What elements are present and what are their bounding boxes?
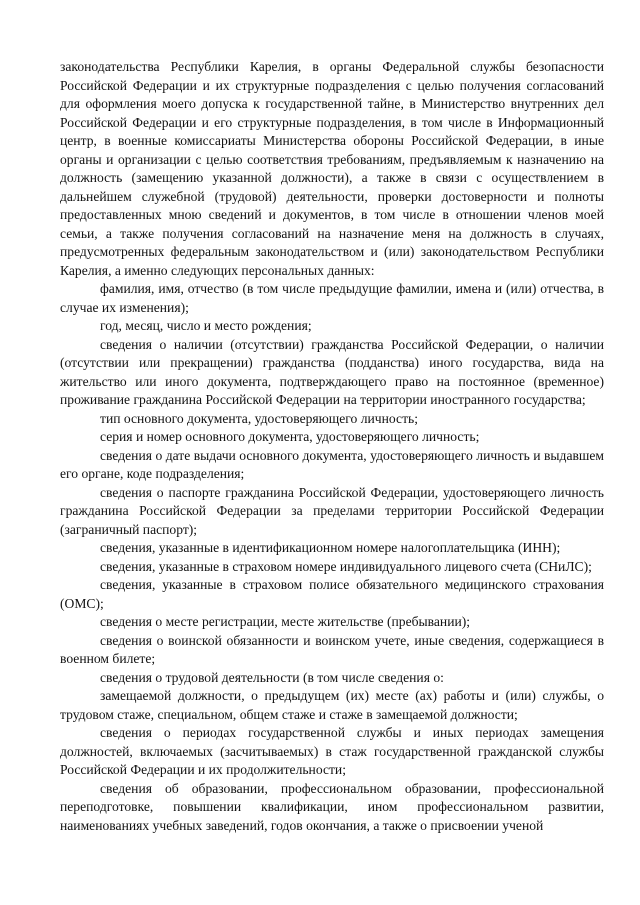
list-item-position: замещаемой должности, о предыдущем (их) месте (ах) работы и (или) службы, о трудовом стаже, специальном, общем стаже и стаже в замещаемой должности;: [60, 688, 604, 722]
list-item-education: сведения об образовании, профессиональном образовании, профессиональной переподготовке, повышении квалификации, ином профессиональном развитии, наименованиях учебных заведений, годов окончания, а также о присвоении ученой: [60, 780, 604, 833]
list-item-id-number: серия и номер основного документа, удостоверяющего личность;: [100, 429, 480, 444]
document-body: [60, 58, 604, 835]
list-item-residence: сведения о месте регистрации, месте жительстве (пребывании);: [100, 614, 471, 629]
list-item-oms: сведения, указанные в страховом полисе обязательного медицинского страхования (ОМС);: [60, 577, 604, 611]
list-item-id-type: тип основного документа, удостоверяющего личность;: [100, 410, 418, 426]
list-item-id-issue: сведения о дате выдачи основного документа, удостоверяющего личность и выдавшем его органе, коде подразделения;: [60, 447, 604, 481]
list-item-citizenship: сведения о наличии (отсутствии) гражданства Российской Федерации, о наличии (отсутствии или прекращении) гражданства (подданства) иного государства, вида на жительство или иного документа, подтверждающего право на постоянное (временное) проживание гражданина Российской Федерации на территории иностранного государства;: [60, 336, 604, 407]
list-item-service-periods: сведения о периодах государственной службы и иных периодах замещения должностей, включаемых (засчитываемых) в стаж государственной гражданской службы Российской Федерации и их продолжительности;: [60, 725, 604, 777]
list-item-snils: сведения, указанные в страховом номере индивидуального лицевого счета (СНиЛС);: [100, 558, 592, 574]
list-item-employment: сведения о трудовой деятельности (в том числе сведения о:: [100, 669, 444, 685]
list-item-birth: год, месяц, число и место рождения;: [100, 318, 312, 333]
list-item-inn: сведения, указанные в идентификационном номере налогоплательщика (ИНН);: [100, 540, 561, 555]
list-item-foreign-passport: сведения о паспорте гражданина Российской Федерации, удостоверяющего личность гражданина Российской Федерации за пределами территории Российской Федерации (заграничный паспорт);: [60, 484, 604, 537]
list-item-full-name: фамилия, имя, отчество (в том числе предыдущие фамилии, имена и (или) отчества, в случае их изменения);: [60, 281, 604, 315]
list-item-military: сведения о воинской обязанности и воинском учете, иные сведения, содержащиеся в военном билете;: [60, 632, 604, 666]
paragraph-intro: законодательства Республики Карелия, в органы Федеральной службы безопасности Российской Федерации и их структурные подразделения с целью получения согласований для оформления моего допуска к государственной тайне, в Министерство внутренних дел Российской Федерации и его структурные подразделения, в том числе в Информационный центр, в военные комиссариаты Министерства обороны Российской Федерации, в иные органы и организации с целью соответствия требованиям, предъявляемым к назначению на должность (замещению указанной должности), а также в связи с осуществлением в дальнейшем служебной (трудовой) деятельности, проверки достоверности и полноты предоставленных мною сведений и документов, в том числе в отношении членов моей семьи, а также получения согласований на назначение меня на должность в случаях, предусмотренных федеральным законодательством и (или) законодательством Республики Карелия, а именно следующих персональных данных:: [60, 59, 604, 278]
